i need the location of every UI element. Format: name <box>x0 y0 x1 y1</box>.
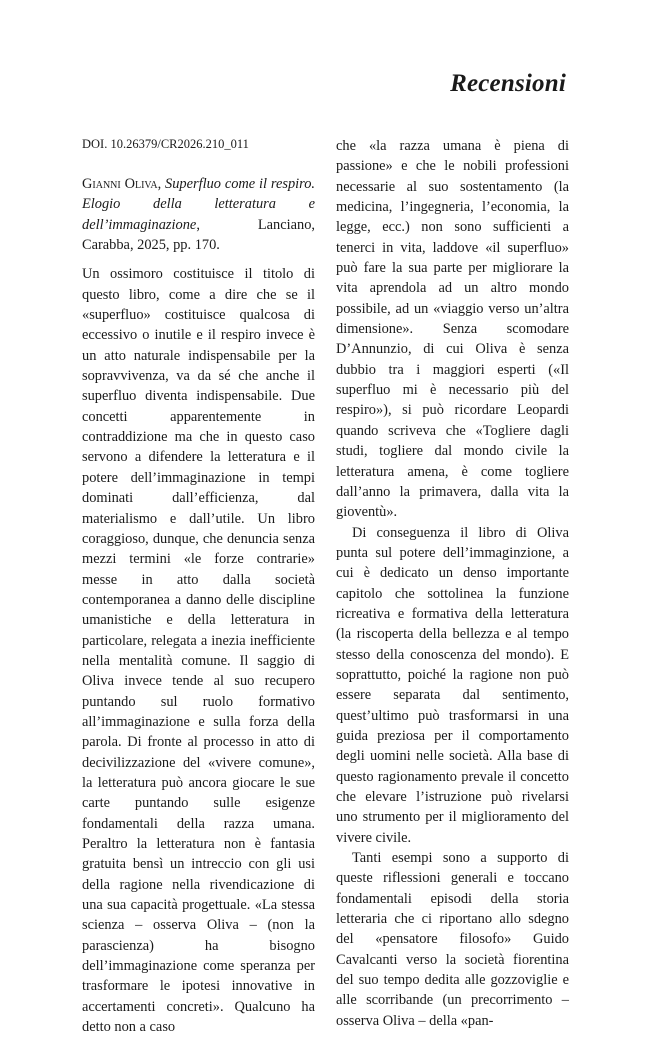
section-header: Recensioni <box>450 70 566 97</box>
review-paragraph-2: Di conseguenza il libro di Oliva punta sul potere dell’immaginzione, a cui è dedicato un denso importante capitolo che sottolinea la funzione ricreativa e formativa della letteratura (la riscoperta della bellezza e al tempo stesso della conoscenza del mondo). E soprattutto, poiché la ragione non può essere separata dal sentimento, quest’ultimo può trasformarsi in una guida preziosa per il comportamento degli uomini nelle società. Alla base di questo ragionamento prevale il concetto che elevare l’istruzione può rivelarsi uno strumento per il miglioramento del vivere civile. <box>336 524 569 846</box>
right-column <box>336 136 569 1031</box>
review-paragraph-3: Tanti esempi sono a supporto di queste riflessioni generali e toccano fondamentali episodi della storia letteraria che ci riportano allo sdegno del «pensatore filosofo» Guido Cavalcanti verso la società fiorentina del suo tempo dedita alle gozzoviglie e alle scorribande (un precorrimento – osserva Oliva – della «pan- <box>336 850 569 1029</box>
bib-separator: , <box>157 176 166 192</box>
book-author: Gianni Oliva <box>82 176 158 192</box>
review-paragraph-1: Un ossimoro costituisce il titolo di questo libro, come a dire che se il «superfluo» costituisce qualcosa di eccessivo o inutile e il respiro invece è un atto naturale indispensabile per la sopravvivenza, va da sé che anche il superfluo diventa indispensabile. Due concetti apparentemente in contraddizione ma che in questo caso servono a difendere la letteratura e il potere dell’immaginazione in tempi dominati dall’efficienza, dal materialismo e dall’utile. Un libro coraggioso, dunque, che denuncia senza mezzi termini «le forze contrarie» messe in atto dalla società contemporanea a danno delle discipline umanistiche e della letteratura in particolare, relegata a inezia inefficiente nella mentalità comune. Il saggio di Oliva invece tende al suo recupero puntando sul ruolo formativo all’immaginazione e sulla forza della parola. Di fronte al processo in atto di decivilizzazione del «vivere comune», la letteratura può ancora giocare le sue carte puntando sulle esigenze fondamentali della razza umana. Peraltro la letteratura non è fantasia gratuita bensì un intreccio con gli usi della ragione nella rivendicazione di una sua capacità progettuale. «La stessa scienza – osserva Oliva – (non la parascienza) ha bisogno dell’immaginazione come speranza per trasformare le ipotesi innovative in accertamenti concreti». Qualcuno ha detto non a caso <box>82 266 315 1036</box>
book-title: Superfluo come il respiro. Elogio della letteratura e dell’immaginazione <box>82 176 315 233</box>
publication-info: , Lanciano, Carabba, 2025, pp. 170. <box>82 216 315 254</box>
bibliographic-entry <box>82 174 315 255</box>
left-column <box>82 136 315 1037</box>
doi-reference: DOI. 10.26379/CR2026.210_011 <box>82 137 249 151</box>
review-paragraph-continued: che «la razza umana è piena di passione» e che le nobili professioni necessarie al suo sostentamento (la medicina, l’ingegneria, l’economia, la legge, ecc.) non sono sufficienti a tenerci in vita, laddove «il superfluo» può fare la sua parte per migliorare la vita aprendola ad un altro mondo possibile, ad un «viaggio verso un’altra dimensione». Senza scomodare D’Annunzio, di cui Oliva è senza dubbio tra i maggiori esperti («Il superfluo mi è necessario più del respiro»), si può ricordare Leopardi quando scriveva che «Togliere dagli studi, togliere dal mondo civile la letteratura amena, è come togliere dall’anno la primavera, dalla vita la gioventù». <box>336 138 569 521</box>
